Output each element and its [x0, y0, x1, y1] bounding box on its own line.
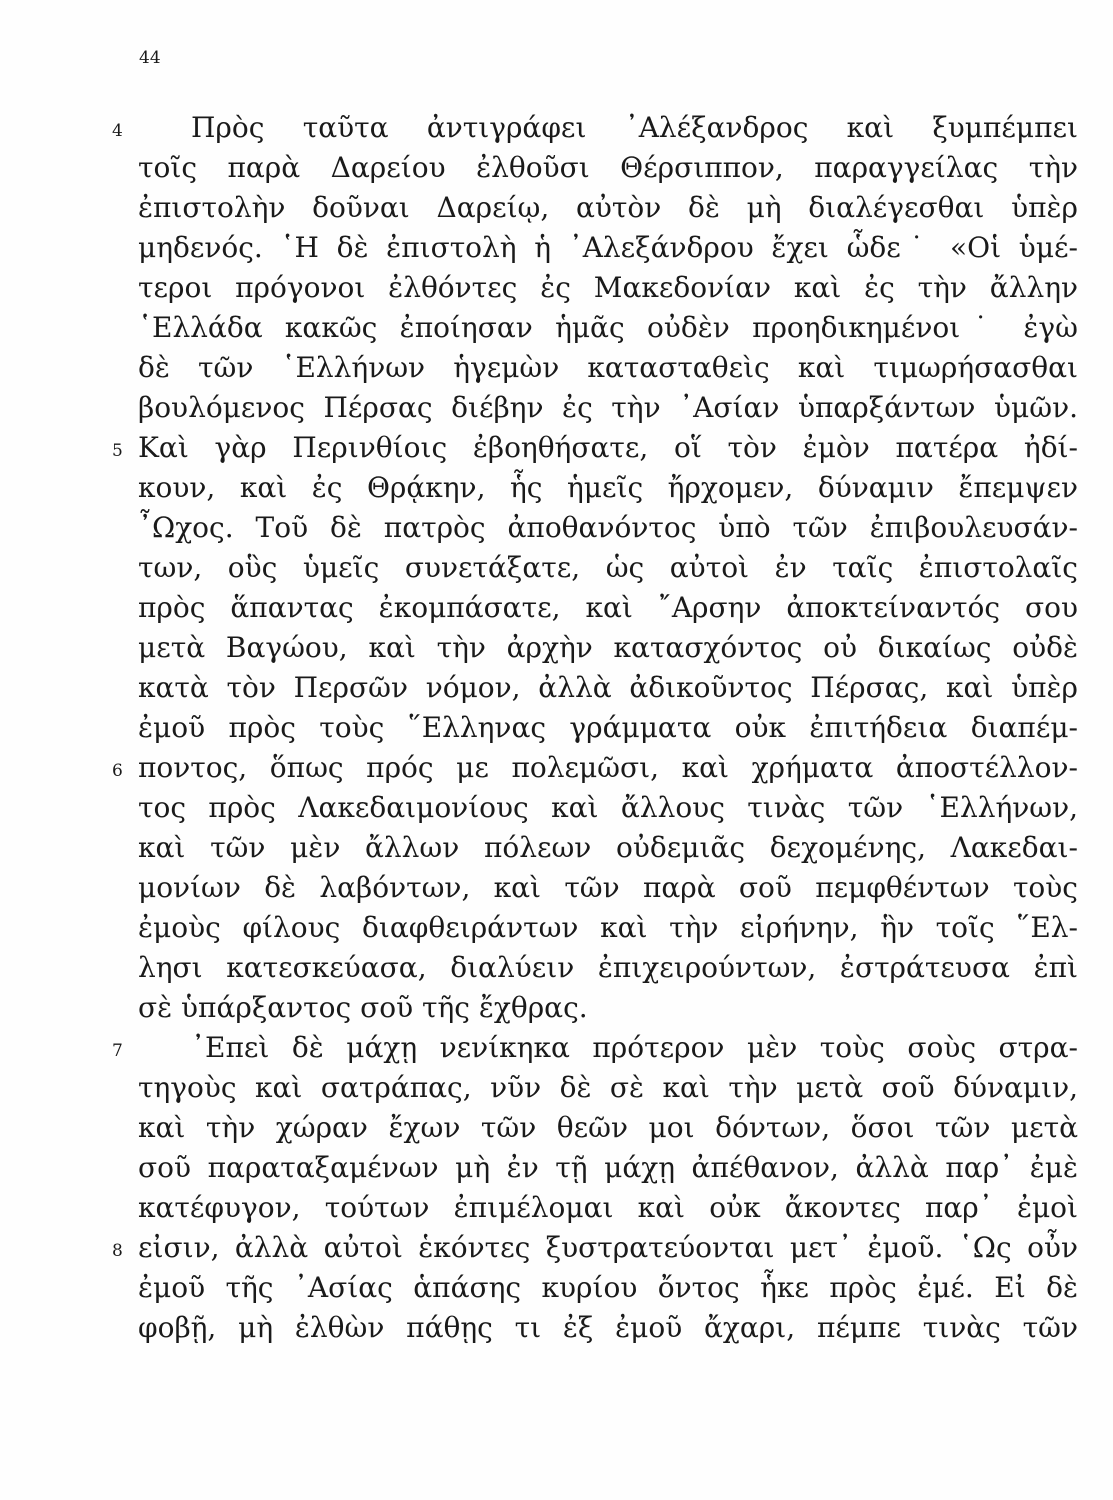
text-line: τεροι πρόγονοι ἐλθόντες ἐς Μακεδονίαν καὶ ἐς τὴν ἄλλην: [138, 271, 1078, 304]
text-line: ἐμοῦ τῆς ᾿Ασίας ἁπάσης κυρίου ὄντος ἧκε πρὸς ἐμέ. Εἰ δὲ: [138, 1271, 1078, 1304]
greek-text-body: [112, 108, 1078, 1348]
text-line: καὶ τῶν μὲν ἄλλων πόλεων οὐδεμιᾶς δεχομένης, Λακεδαι-: [138, 831, 1078, 864]
text-line: δὲ τῶν ῾Ελλήνων ἡγεμὼν κατασταθεὶς καὶ τιμωρήσασθαι: [138, 351, 1078, 384]
text-line: κατέφυγον, τούτων ἐπιμέλομαι καὶ οὐκ ἄκοντες παρ᾿ ἐμοὶ: [138, 1191, 1078, 1224]
page-number: 44: [139, 48, 161, 68]
section-number: 5: [112, 441, 123, 461]
text-line-content: Καὶ γὰρ Περινθίοις ἐβοηθήσατε, οἵ τὸν ἐμὸν πατέρα ἠδί-: [138, 431, 1078, 464]
section-number: 4: [112, 121, 123, 141]
text-line: κουν, καὶ ἐς Θρᾴκην, ἧς ἡμεῖς ἤρχομεν, δύναμιν ἔπεμψεν: [138, 471, 1078, 504]
text-line: τοῖς παρὰ Δαρείου ἐλθοῦσι Θέρσιππον, παραγγείλας τὴν: [138, 151, 1078, 184]
section-number: 6: [112, 761, 123, 781]
text-line: [112, 1228, 1078, 1268]
text-line: ἐμοῦ πρὸς τοὺς ῞Ελληνας γράμματα οὐκ ἐπιτήδεια διαπέμ-: [138, 711, 1078, 744]
text-line: των, οὓς ὑμεῖς συνετάξατε, ὡς αὐτοὶ ἐν ταῖς ἐπιστολαῖς: [138, 551, 1078, 584]
text-line: κατὰ τὸν Περσῶν νόμον, ἀλλὰ ἀδικοῦντος Πέρσας, καὶ ὑπὲρ: [138, 671, 1078, 704]
text-line-content: εἰσιν, ἀλλὰ αὐτοὶ ἑκόντες ξυστρατεύονται μετ᾿ ἐμοῦ. ῾Ως οὖν: [138, 1231, 1078, 1264]
text-line: [112, 428, 1078, 468]
text-line: ἐμοὺς φίλους διαφθειράντων καὶ τὴν εἰρήνην, ἣν τοῖς ῞Ελ-: [138, 911, 1078, 944]
text-line: μονίων δὲ λαβόντων, καὶ τῶν παρὰ σοῦ πεμφθέντων τοὺς: [138, 871, 1078, 904]
text-line-content: ᾿Επεὶ δὲ μάχῃ νενίκηκα πρότερον μὲν τοὺς σοὺς στρα-: [191, 1031, 1078, 1064]
section-number: 7: [112, 1041, 123, 1061]
text-line-content: ποντος, ὅπως πρός με πολεμῶσι, καὶ χρήματα ἀποστέλλον-: [138, 751, 1078, 784]
text-line: [112, 1028, 1078, 1068]
text-line: τος πρὸς Λακεδαιμονίους καὶ ἄλλους τινὰς τῶν ῾Ελλήνων,: [138, 791, 1078, 824]
text-line: καὶ τὴν χώραν ἔχων τῶν θεῶν μοι δόντων, ὅσοι τῶν μετὰ: [138, 1111, 1078, 1144]
text-line: [112, 108, 1078, 148]
text-line: πρὸς ἅπαντας ἐκομπάσατε, καὶ ῎Αρσην ἀποκτείναντός σου: [138, 591, 1078, 624]
text-line: [112, 748, 1078, 788]
text-line: τηγοὺς καὶ σατράπας, νῦν δὲ σὲ καὶ τὴν μετὰ σοῦ δύναμιν,: [138, 1071, 1078, 1104]
section-number: 8: [112, 1241, 123, 1261]
text-line-content: Πρὸς ταῦτα ἀντιγράφει ᾿Αλέξανδρος καὶ ξυμπέμπει: [191, 111, 1078, 144]
text-line: σοῦ παραταξαμένων μὴ ἐν τῇ μάχῃ ἀπέθανον, ἀλλὰ παρ᾿ ἐμὲ: [138, 1151, 1078, 1184]
text-line: μηδενός. ῾Η δὲ ἐπιστολὴ ἡ ᾿Αλεξάνδρου ἔχει ὧδε˙ «Οἱ ὑμέ-: [138, 231, 1078, 264]
text-line: σὲ ὑπάρξαντος σοῦ τῆς ἔχθρας.: [138, 991, 588, 1024]
text-line: φοβῇ, μὴ ἐλθὼν πάθῃς τι ἐξ ἐμοῦ ἄχαρι, πέμπε τινὰς τῶν: [138, 1311, 1078, 1344]
text-line: ῏Ωχος. Τοῦ δὲ πατρὸς ἀποθανόντος ὑπὸ τῶν ἐπιβουλευσάν-: [138, 511, 1078, 544]
text-line: ῾Ελλάδα κακῶς ἐποίησαν ἡμᾶς οὐδὲν προηδικημένοι˙ ἐγὼ: [138, 311, 1078, 344]
text-line: ἐπιστολὴν δοῦναι Δαρείῳ, αὐτὸν δὲ μὴ διαλέγεσθαι ὑπὲρ: [138, 191, 1078, 224]
text-line: μετὰ Βαγώου, καὶ τὴν ἀρχὴν κατασχόντος οὐ δικαίως οὐδὲ: [138, 631, 1078, 664]
text-line: λησι κατεσκεύασα, διαλύειν ἐπιχειρούντων, ἐστράτευσα ἐπὶ: [138, 951, 1078, 984]
text-line: βουλόμενος Πέρσας διέβην ἐς τὴν ᾿Ασίαν ὑπαρξάντων ὑμῶν.: [138, 391, 1078, 424]
